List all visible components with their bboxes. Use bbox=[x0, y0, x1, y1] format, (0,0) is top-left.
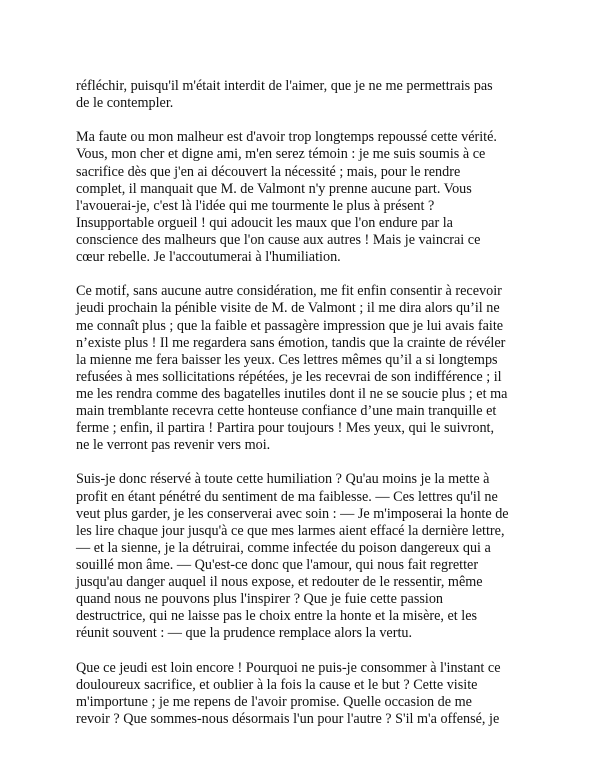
text-line: sacrifice dès que j'en ai découvert la nécessité ; mais, pour le rendre bbox=[76, 163, 461, 180]
text-line: l'avouerai-je, c'est là l'idée qui me tourmente le plus à présent ? bbox=[76, 197, 435, 214]
text-line: — et la sienne, je la détruirai, comme infectée du poison dangereux qui a bbox=[76, 539, 491, 556]
text-line: m'importune ; je me repens de l'avoir promise. Quelle occasion de me bbox=[76, 693, 472, 710]
text-line: douloureux sacrifice, et oublier à la fois la cause et le but ? Cette visite bbox=[76, 676, 478, 693]
paragraph-1 bbox=[76, 78, 528, 112]
text-line: complet, il manquait que M. de Valmont n'y prenne aucune part. Vous bbox=[76, 180, 472, 197]
text-line: profit en étant pénétré du sentiment de ma faiblesse. — Ces lettres qu'il ne bbox=[76, 488, 498, 505]
text-line: n’existe plus ! Il me regardera sans émotion, tandis que la crainte de révéler bbox=[76, 334, 506, 351]
text-line: conscience des malheurs que l'on cause aux autres ! Mais je vaincrai ce bbox=[76, 231, 481, 248]
paragraph-5 bbox=[76, 660, 528, 728]
text-line: Que ce jeudi est loin encore ! Pourquoi ne puis-je consommer à l'instant ce bbox=[76, 659, 501, 676]
text-line: de le contempler. bbox=[76, 95, 174, 112]
text-line: réfléchir, puisqu'il m'était interdit de l'aimer, que je ne me permettrais pas bbox=[76, 78, 493, 94]
document-body bbox=[76, 78, 528, 745]
paragraph-3 bbox=[76, 283, 528, 454]
text-line: souillé mon âme. — Qu'est-ce donc que l'amour, qui nous fait regretter bbox=[76, 556, 479, 573]
paragraph-2 bbox=[76, 129, 528, 266]
text-line: me connaît plus ; que la faible et passagère impression que je lui avais faite bbox=[76, 317, 504, 334]
text-line: jusqu'au danger auquel il nous expose, et redouter de le ressentir, même bbox=[76, 574, 483, 590]
text-line: quand nous ne pouvons plus l'inspirer ? Que je fuie cette passion bbox=[76, 591, 444, 608]
text-line: main tremblante recevra cette honteuse confiance d’une main tranquille et bbox=[76, 402, 497, 419]
text-line: revoir ? Que sommes-nous désormais l'un pour l'autre ? S'il m'a offensé, je bbox=[76, 710, 500, 727]
text-line: ne le verront pas revenir vers moi. bbox=[76, 437, 271, 454]
text-line: Ce motif, sans aucune autre considération, me fit enfin consentir à recevoir bbox=[76, 283, 502, 300]
text-line: me les rendra comme des bagatelles inutiles dont il ne se soucie plus ; et ma bbox=[76, 385, 508, 402]
text-line: les lire chaque jour jusqu'à ce que mes larmes aient effacé la dernière lettre, bbox=[76, 522, 505, 539]
text-line: cœur rebelle. Je l'accoutumerai à l'humiliation. bbox=[76, 249, 341, 266]
text-line: Vous, mon cher et digne ami, m'en serez témoin : je me suis soumis à ce bbox=[76, 146, 486, 163]
text-line: jeudi prochain la pénible visite de M. de Valmont ; il me dira alors qu’il ne bbox=[76, 300, 500, 317]
text-line: veut plus garder, je les conserverai avec soin : — Je m'imposerai la honte de bbox=[76, 505, 509, 522]
text-line: réunit souvent : — que la prudence remplace alors la vertu. bbox=[76, 625, 413, 642]
text-line: la mienne me fera baisser les yeux. Ces lettres mêmes qu’il a si longtemps bbox=[76, 351, 498, 368]
text-line: ferme ; enfin, il partira ! Partira pour toujours ! Mes yeux, qui le suivront, bbox=[76, 420, 495, 437]
text-line: destructrice, qui ne laisse pas le choix entre la honte et la misère, et les bbox=[76, 608, 478, 625]
text-line: Ma faute ou mon malheur est d'avoir trop longtemps repoussé cette vérité. bbox=[76, 129, 497, 146]
paragraph-4 bbox=[76, 471, 528, 642]
text-line: refusées à mes sollicitations répétées, je les recevrai de son indifférence ; il bbox=[76, 368, 502, 385]
text-line: Suis-je donc réservé à toute cette humiliation ? Qu'au moins je la mette à bbox=[76, 471, 490, 488]
text-line: Insupportable orgueil ! qui adoucit les maux que l'on endure par la bbox=[76, 214, 453, 231]
